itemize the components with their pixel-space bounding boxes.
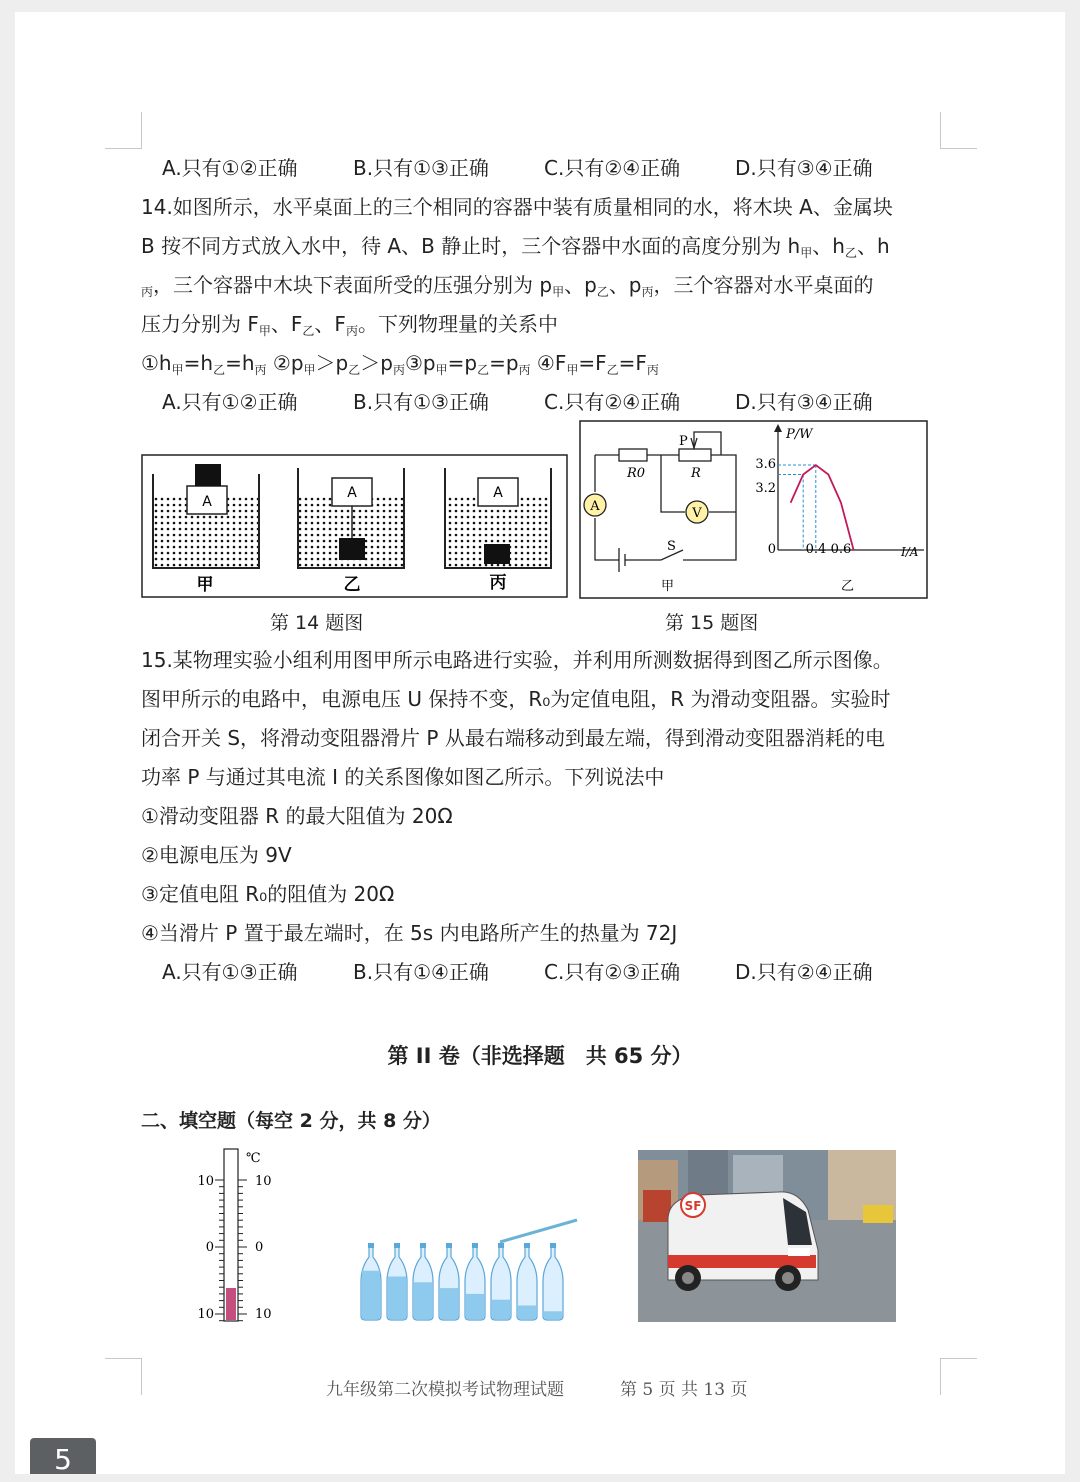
y-tick-label: 3.6 xyxy=(755,457,776,472)
thermometer-figure xyxy=(190,1145,280,1330)
svg-text:A: A xyxy=(590,499,600,514)
crop-mark xyxy=(940,1358,977,1395)
svg-text:V: V xyxy=(692,506,702,521)
block-a-label: A xyxy=(202,494,212,510)
straw xyxy=(500,1220,577,1242)
figure-14-caption: 第 14 题图 xyxy=(270,612,364,634)
crop-mark xyxy=(940,112,977,149)
option-b: B.只有①④正确 xyxy=(353,960,489,984)
q14-statements: $①h_甲=h_乙=h_丙$ $②p_甲>p_乙>p_丙③p_甲=p_乙=p_丙$ $④F_甲=F_乙=F_丙$ xyxy=(141,351,659,377)
q15-statement-3: ③定值电阻 R₀的阻值为 20Ω xyxy=(141,882,395,906)
bottle xyxy=(361,1243,381,1320)
svg-text:SF: SF xyxy=(684,1199,702,1213)
q15-line2: 图甲所示的电路中，电源电压 U 保持不变，R₀为定值电阻，R 为滑动变阻器。实验时 xyxy=(141,687,891,711)
delivery-vehicle-photo xyxy=(638,1150,896,1322)
option-d: D.只有③④正确 xyxy=(735,390,873,414)
option-c: C.只有②④正确 xyxy=(544,390,681,414)
container-label: 甲 xyxy=(196,575,214,595)
section-2-title: 第 II 卷（非选择题 共 65 分） xyxy=(387,1044,693,1068)
bottle xyxy=(517,1243,537,1320)
bottle xyxy=(465,1243,485,1320)
x-axis-label: I/A xyxy=(901,545,919,559)
x-tick-label: 0.6 xyxy=(830,542,852,557)
label-yi: 乙 xyxy=(841,579,855,594)
bottle xyxy=(491,1243,511,1320)
option-a: A.只有①②正确 xyxy=(162,156,298,180)
q15-statement-1: ①滑动变阻器 R 的最大阻值为 20Ω xyxy=(141,804,453,828)
q15-line1: 15.某物理实验小组利用图甲所示电路进行实验，并利用所测数据得到图乙所示图像。 xyxy=(141,648,893,672)
option-b: B.只有①③正确 xyxy=(353,156,489,180)
option-d: D.只有②④正确 xyxy=(735,960,873,984)
svg-text:0: 0 xyxy=(205,1240,214,1255)
slider-p-label: P xyxy=(679,434,688,449)
crop-mark xyxy=(105,112,142,149)
r-label: R xyxy=(691,466,701,481)
unit-label: ℃ xyxy=(246,1151,261,1166)
option-a: A.只有①③正确 xyxy=(162,960,298,984)
y-tick-label: 3.2 xyxy=(755,481,776,496)
q15-line4: 功率 P 与通过其电流 I 的关系图像如图乙所示。下列说法中 xyxy=(141,765,665,789)
option-c: C.只有②③正确 xyxy=(544,960,681,984)
thermometer-liquid xyxy=(226,1288,236,1320)
origin-label: 0 xyxy=(767,542,776,557)
block-a-label: A xyxy=(493,485,503,501)
svg-text:10: 10 xyxy=(255,1307,272,1322)
q14-line3: $_丙$，三个容器中木块下表面所受的压强分别为 $p_甲$、$p_乙$、$p_丙$，三个容器对水平桌面的 xyxy=(141,273,874,299)
bottles-figure xyxy=(355,1212,585,1324)
x-tick-label: 0.4 xyxy=(805,542,827,557)
switch-s-label: S xyxy=(667,539,676,554)
figure-15 xyxy=(579,420,928,599)
figure-14-containers xyxy=(141,454,568,599)
r0-label: R0 xyxy=(627,466,646,481)
q15-line3: 闭合开关 S，将滑动变阻器滑片 P 从最右端移动到最左端，得到滑动变阻器消耗的电 xyxy=(141,726,885,750)
svg-text:10: 10 xyxy=(255,1174,272,1189)
container-label: 乙 xyxy=(343,575,361,595)
q15-statement-2: ②电源电压为 9V xyxy=(141,843,292,867)
q14-line4: 压力分别为 $F_甲$、$F_乙$、$F_丙$。下列物理量的关系中 xyxy=(141,312,558,338)
option-a: A.只有①②正确 xyxy=(162,390,298,414)
fill-blank-title: 二、填空题（每空 2 分，共 8 分） xyxy=(141,1110,441,1132)
svg-text:10: 10 xyxy=(197,1307,214,1322)
q14-line1: 14.如图所示，水平桌面上的三个相同的容器中装有质量相同的水，将木块 A、金属块 xyxy=(141,195,893,219)
footer-exam-title: 九年级第二次模拟考试物理试题 xyxy=(326,1380,564,1400)
footer-page-info: 第 5 页 共 13 页 xyxy=(620,1380,748,1400)
q15-statement-4: ④当滑片 P 置于最左端时，在 5s 内电路所产生的热量为 72J xyxy=(141,921,678,945)
q14-line2: B 按不同方式放入水中，待 A、B 静止时，三个容器中水面的高度分别为 $h_甲$、$h_乙$、h xyxy=(141,234,890,260)
option-d: D.只有③④正确 xyxy=(735,156,873,180)
option-b: B.只有①③正确 xyxy=(353,390,489,414)
block-a-label: A xyxy=(347,485,357,501)
bottle xyxy=(387,1243,407,1320)
figure-15-caption: 第 15 题图 xyxy=(665,612,759,634)
page-number-badge: 5 xyxy=(30,1438,96,1474)
bottle xyxy=(413,1243,433,1320)
bottle xyxy=(543,1243,563,1320)
y-axis-label: P/W xyxy=(786,427,813,442)
label-jia: 甲 xyxy=(661,579,675,594)
svg-text:0: 0 xyxy=(255,1240,264,1255)
container-label: 丙 xyxy=(489,573,507,593)
option-c: C.只有②④正确 xyxy=(544,156,681,180)
bottle xyxy=(439,1243,459,1320)
crop-mark xyxy=(105,1358,142,1395)
svg-text:10: 10 xyxy=(197,1174,214,1189)
